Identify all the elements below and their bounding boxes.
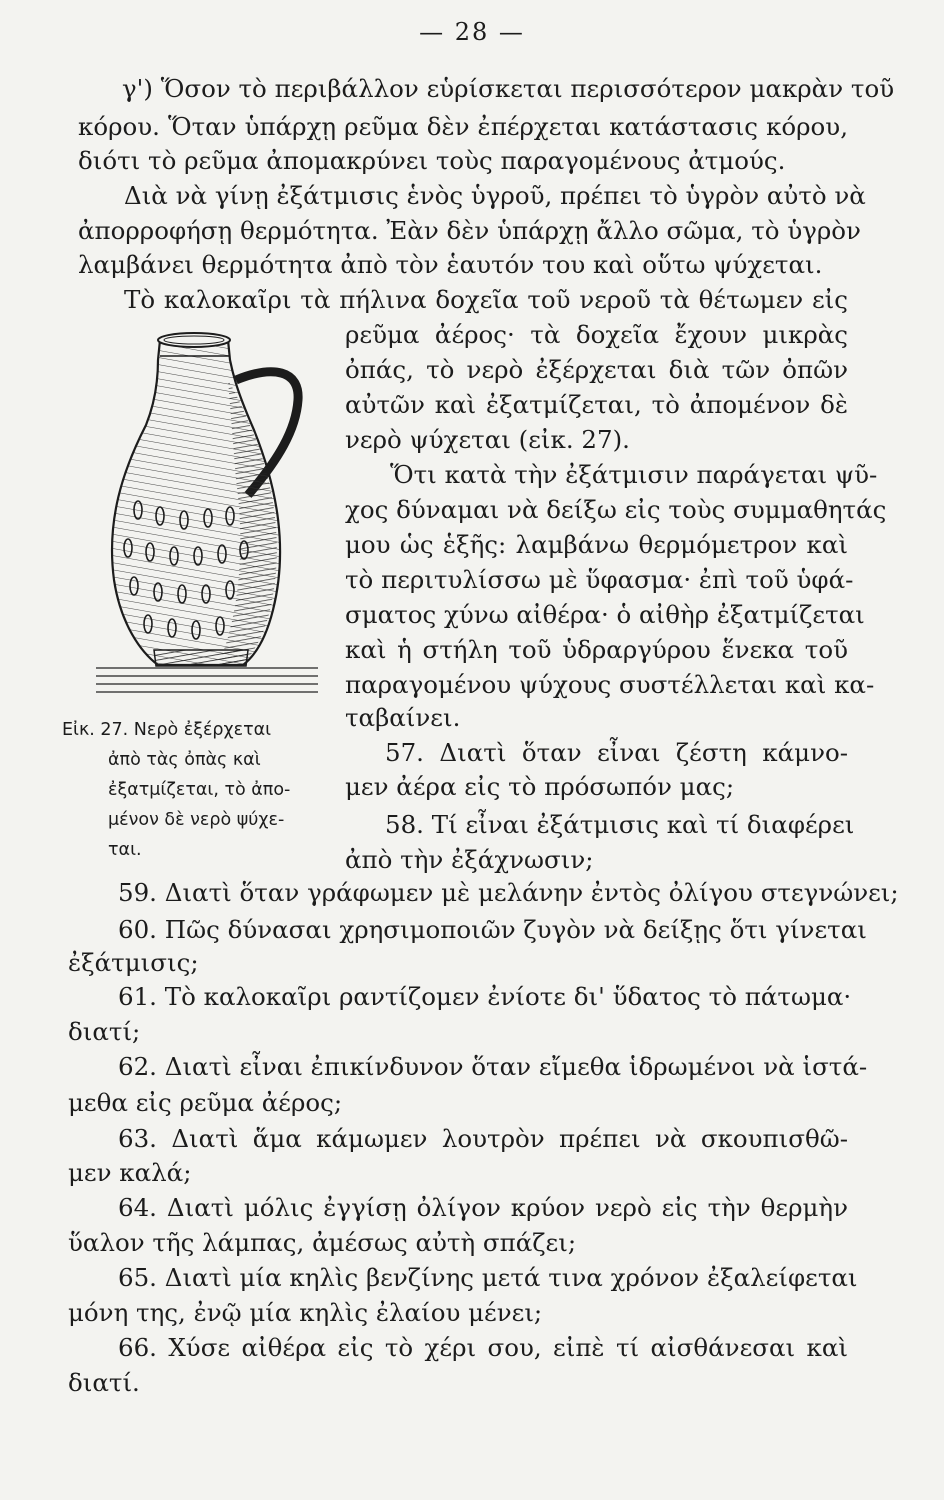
text-line: 58. Τί εἶναι ἐξάτμισις καὶ τί διαφέρει [385,810,855,839]
text-line: ἀπὸ τὴν ἐξάχνωσιν; [345,845,594,874]
figure-caption-line: μένον δὲ νερὸ ψύχε- [108,810,285,830]
text-line: παραγομένου ψύχους συστέλλεται καὶ κα- [345,670,875,699]
text-line: τὸ περιτυλίσσω μὲ ὕφασμα· ἐπὶ τοῦ ὑφά- [345,565,854,594]
text-line: χος δύναμαι νὰ δείξω εἰς τοὺς συμμαθητάς [345,495,887,524]
text-line: ἀπορροφήσῃ θερμότητα. Ἐὰν δὲν ὑπάρχῃ ἄλλο σῶμα, τὸ ὑγρὸν [78,216,861,245]
text-line: μεν ἀέρα εἰς τὸ πρόσωπόν μας; [345,772,735,801]
text-line: Τὸ καλοκαῖρι τὰ πήλινα δοχεῖα τοῦ νεροῦ τὰ θέτωμεν εἰς [124,285,848,314]
question-line: 64. Διατὶ μόλις ἐγγίσῃ ὀλίγον κρύον νερὸ εἰς τὴν θερμὴν [118,1193,848,1222]
text-line: μου ὡς ἑξῆς: λαμβάνω θερμόμετρον καὶ [345,530,848,559]
question-line: 61. Τὸ καλοκαῖρι ραντίζομεν ἐνίοτε δι' ὕδατος τὸ πάτωμα· [118,982,852,1011]
question-line: διατί; [68,1017,141,1046]
text-line: ὀπάς, τὸ νερὸ ἐξέρχεται διὰ τῶν ὀπῶν [345,355,848,384]
question-line: διατί. [68,1368,140,1397]
figure-caption-line: ἐξατμίζεται, τὸ ἀπο- [108,780,291,800]
text-line: διότι τὸ ρεῦμα ἀπομακρύνει τοὺς παραγομένους ἀτμούς. [78,146,786,175]
figure-caption-line: Εἰκ. 27. Νερὸ ἐξέρχεται [62,720,272,740]
text-line: ταβαίνει. [345,703,461,732]
question-line: 62. Διατὶ εἶναι ἐπικίνδυνον ὅταν εἴμεθα ἱδρωμένοι νὰ ἱστά- [118,1052,868,1081]
question-line: ἐξάτμισις; [68,948,199,977]
question-line: 60. Πῶς δύνασαι χρησιμοποιῶν ζυγὸν νὰ δείξῃς ὅτι γίνεται [118,915,867,944]
text-line: σματος χύνω αἰθέρα· ὁ αἰθὴρ ἐξατμίζεται [345,600,865,629]
text-line: καὶ ἡ στήλη τοῦ ὑδραργύρου ἕνεκα τοῦ [345,635,848,664]
clay-jug-illustration [68,320,338,700]
text-line: γ') Ὅσον τὸ περιβάλλον εὑρίσκεται περισσότερον μακρὰν τοῦ [122,74,895,103]
page-number: — 28 — [419,18,525,46]
text-line: Διὰ νὰ γίνῃ ἐξάτμισις ἑνὸς ὑγροῦ, πρέπει τὸ ὑγρὸν αὐτὸ νὰ [124,181,866,210]
question-line: 63. Διατὶ ἅμα κάμωμεν λουτρὸν πρέπει νὰ σκουπισθῶ- [118,1124,848,1153]
text-line: Ὅτι κατὰ τὴν ἐξάτμισιν παράγεται ψῦ- [390,460,878,489]
text-line: νερὸ ψύχεται (εἰκ. 27). [345,425,630,454]
question-line: μεν καλά; [68,1158,192,1187]
text-line: κόρου. Ὅταν ὑπάρχῃ ρεῦμα δὲν ἐπέρχεται κατάστασις κόρου, [78,112,848,141]
text-line: 57. Διατὶ ὅταν εἶναι ζέστη κάμνο- [385,738,848,767]
question-line: ὕαλον τῆς λάμπας, ἀμέσως αὐτὴ σπάζει; [68,1228,577,1257]
question-line: 66. Χύσε αἰθέρα εἰς τὸ χέρι σου, εἰπὲ τί αἰσθάνεσαι καὶ [118,1333,848,1362]
figure-caption-line: ται. [108,840,142,860]
figure-caption-line: ἀπὸ τὰς ὀπὰς καὶ [108,750,261,770]
text-line: λαμβάνει θερμότητα ἀπὸ τὸν ἑαυτόν του καὶ οὕτω ψύχεται. [78,250,823,279]
question-line: μόνη της, ἐνῷ μία κηλὶς ἐλαίου μένει; [68,1298,543,1327]
question-line: 65. Διατὶ μία κηλὶς βενζίνης μετά τινα χρόνον ἐξαλείφεται [118,1263,858,1292]
text-line: αὐτῶν καὶ ἐξατμίζεται, τὸ ἀπομένον δὲ [345,390,848,419]
question-line: 59. Διατὶ ὅταν γράφωμεν μὲ μελάνην ἐντὸς ὀλίγου στεγνώνει; [118,878,899,907]
question-line: μεθα εἰς ρεῦμα ἀέρος; [68,1088,343,1117]
text-line: ρεῦμα ἀέρος· τὰ δοχεῖα ἔχουν μικρὰς [345,320,848,349]
